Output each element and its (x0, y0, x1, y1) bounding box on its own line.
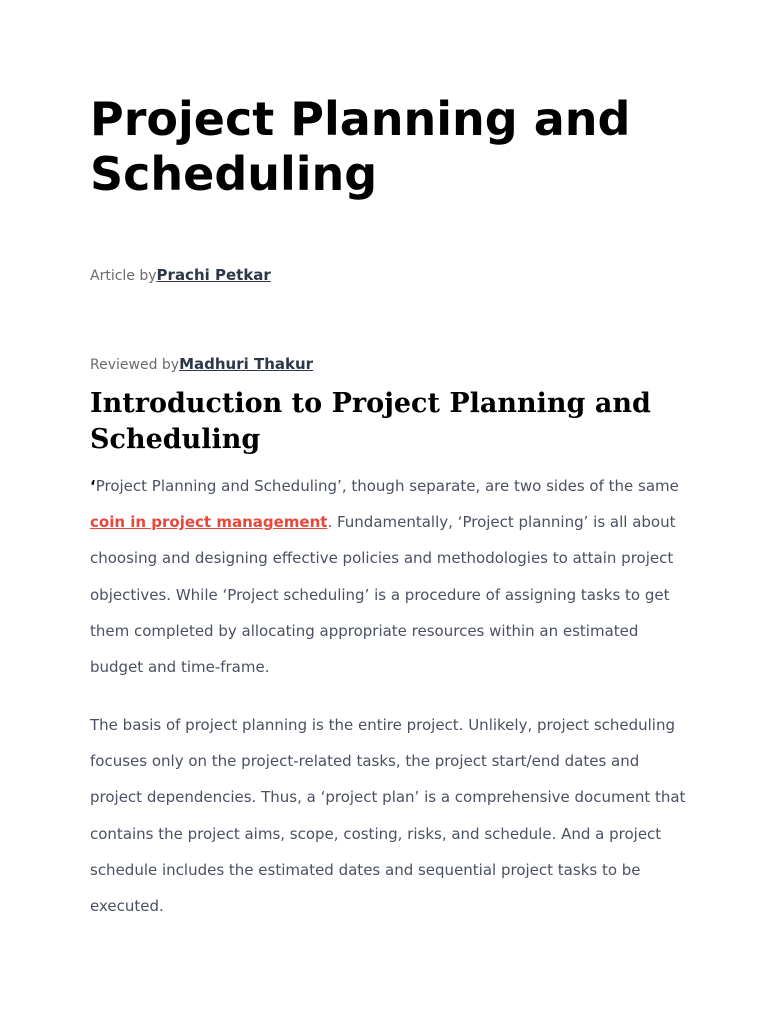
coin-in-project-management-link[interactable]: coin in project management (90, 513, 328, 532)
paragraph-1-text-start: Project Planning and Scheduling’, though separate, are two sides of the same (95, 477, 679, 495)
intro-paragraph-2: The basis of project planning is the entire project. Unlikely, project scheduling focuses only on the project-related tasks, the project start/end dates and project dependencies. Thus, a ‘project plan’ is a comprehensive document that contains the project aims, scope, costing, risks, and schedule. And a project schedule includes the estimated dates and sequential project tasks to be executed. (90, 716, 686, 916)
paragraph-1-text-end: . Fundamentally, ‘Project planning’ is all about choosing and designing effective policies and methodologies to attain project objectives. While ‘Project scheduling’ is a procedure of assigning tasks to get them completed by allocating appropriate resources within an estimated budget and time-frame. (90, 513, 676, 677)
section-heading: Introduction to Project Planning and Scheduling (90, 388, 651, 455)
page-title: Project Planning and Scheduling (90, 92, 631, 201)
author-prefix: Article by (90, 268, 157, 284)
reviewer-prefix: Reviewed by (90, 357, 180, 373)
intro-paragraph-1 (90, 468, 690, 685)
opening-quote-mark: ‘ (90, 477, 96, 495)
author-byline (90, 265, 271, 286)
reviewer-byline (90, 354, 313, 375)
author-link[interactable]: Prachi Petkar (156, 266, 271, 284)
reviewer-link[interactable]: Madhuri Thakur (179, 355, 314, 373)
